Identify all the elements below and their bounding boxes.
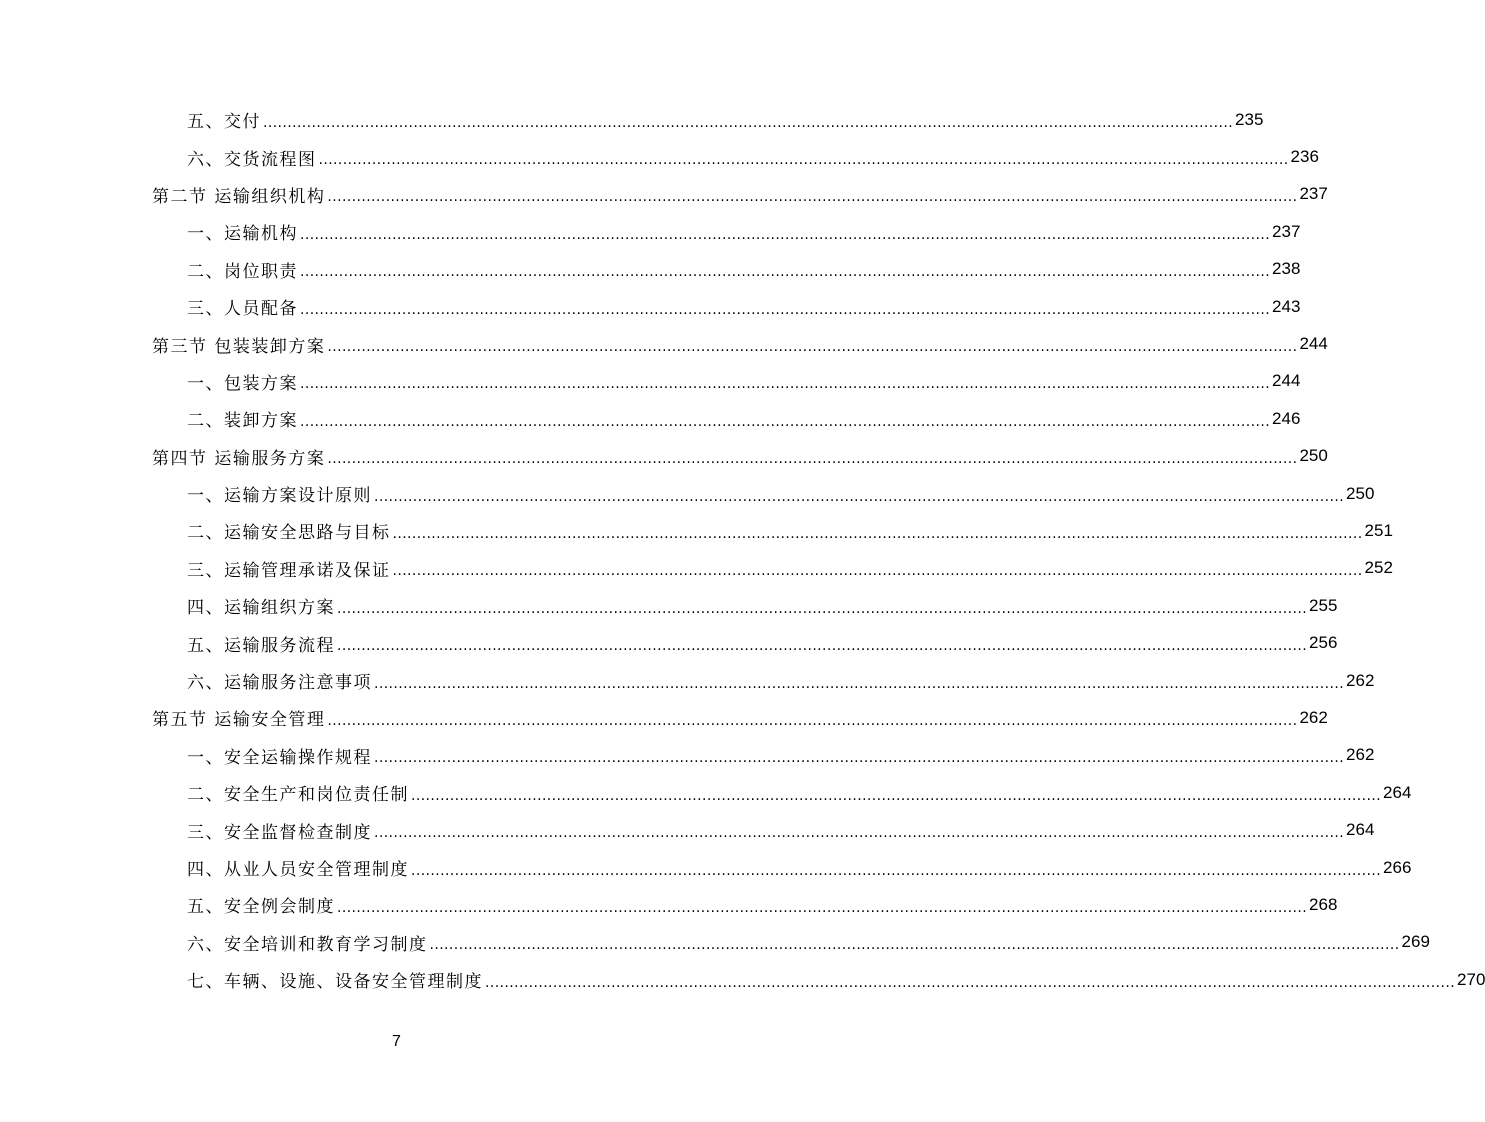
page-number: 7 — [392, 1033, 401, 1050]
dot-leader: ........................................................................................................................................................................................................ — [392, 525, 1363, 542]
toc-entry-title: 三、安全监督检查制度 — [187, 822, 372, 843]
dot-leader: ........................................................................................................................................................................................................ — [300, 413, 1271, 430]
dot-leader: ........................................................................................................................................................................................................ — [429, 937, 1400, 954]
dot-leader: ........................................................................................................................................................................................................ — [411, 862, 1382, 879]
toc-entry-title: 一、运输机构 — [187, 224, 298, 245]
toc-entry-title: 六、交货流程图 — [187, 149, 317, 170]
toc-entry-page: 236 — [1290, 147, 1319, 167]
toc-entry-page: 244 — [1272, 371, 1301, 391]
toc-entry-page: 243 — [1272, 296, 1301, 316]
toc-entry[interactable] — [0, 101, 1264, 138]
toc-entry-title: 五、安全例会制度 — [187, 897, 335, 918]
toc-entry[interactable] — [0, 475, 1375, 512]
toc-entry-page: 250 — [1299, 446, 1328, 466]
toc-entry-page: 244 — [1299, 334, 1328, 354]
toc-entry[interactable] — [0, 849, 1412, 886]
toc-entry-title: 一、运输方案设计原则 — [187, 486, 372, 507]
dot-leader: ........................................................................................................................................................................................................ — [374, 750, 1345, 767]
toc-entry-title: 四、从业人员安全管理制度 — [187, 860, 409, 880]
toc-entry-title: 三、运输管理承诺及保证 — [187, 560, 391, 581]
dot-leader: ........................................................................................................................................................................................................ — [327, 712, 1298, 729]
toc-entry[interactable] — [0, 774, 1412, 811]
toc-entry-title: 六、运输服务注意事项 — [187, 673, 372, 694]
table-of-contents — [0, 101, 1485, 998]
dot-leader: ........................................................................................................................................................................................................ — [327, 189, 1298, 206]
toc-entry-page: 246 — [1272, 408, 1301, 428]
toc-entry-title: 七、车辆、设施、设备安全管理制度 — [187, 972, 483, 993]
toc-entry-page: 268 — [1309, 894, 1338, 914]
toc-entry-page: 235 — [1235, 109, 1264, 129]
dot-leader: ........................................................................................................................................................................................................ — [263, 114, 1234, 131]
toc-entry-page: 270 — [1457, 969, 1485, 989]
toc-entry-title: 三、人员配备 — [187, 299, 298, 320]
toc-entry[interactable] — [0, 363, 1301, 400]
toc-entry-title: 二、安全生产和岗位责任制 — [187, 785, 409, 806]
toc-entry-page: 269 — [1401, 932, 1430, 952]
toc-entry[interactable] — [0, 288, 1301, 325]
dot-leader: ........................................................................................................................................................................................................ — [485, 974, 1456, 991]
toc-entry-title: 一、安全运输操作规程 — [187, 747, 372, 768]
toc-section-entry[interactable] — [0, 438, 1328, 475]
dot-leader: ........................................................................................................................................................................................................ — [337, 600, 1308, 617]
toc-entry-title: 一、包装方案 — [187, 373, 298, 394]
toc-entry[interactable] — [0, 737, 1375, 774]
dot-leader: ........................................................................................................................................................................................................ — [374, 825, 1345, 842]
toc-section-entry[interactable] — [0, 176, 1328, 213]
toc-entry-page: 256 — [1309, 633, 1338, 653]
toc-entry[interactable] — [0, 961, 1485, 998]
dot-leader: ........................................................................................................................................................................................................ — [300, 264, 1271, 281]
toc-entry[interactable] — [0, 624, 1338, 661]
toc-entry[interactable] — [0, 587, 1338, 624]
dot-leader: ........................................................................................................................................................................................................ — [327, 339, 1298, 356]
dot-leader: ........................................................................................................................................................................................................ — [318, 152, 1289, 169]
toc-entry[interactable] — [0, 811, 1375, 848]
dot-leader: ........................................................................................................................................................................................................ — [337, 899, 1308, 916]
dot-leader: ........................................................................................................................................................................................................ — [411, 787, 1382, 804]
toc-entry-page: 262 — [1346, 745, 1375, 765]
dot-leader: ........................................................................................................................................................................................................ — [327, 451, 1298, 468]
toc-section-entry[interactable] — [0, 699, 1328, 736]
dot-leader: ........................................................................................................................................................................................................ — [300, 226, 1271, 243]
dot-leader: ........................................................................................................................................................................................................ — [374, 675, 1345, 692]
toc-entry[interactable] — [0, 400, 1301, 437]
toc-entry-page: 255 — [1309, 595, 1338, 615]
toc-entry[interactable] — [0, 138, 1319, 175]
toc-entry-title: 二、装卸方案 — [187, 411, 298, 432]
toc-entry-page: 264 — [1383, 782, 1412, 802]
toc-entry-page: 252 — [1364, 558, 1393, 578]
toc-entry[interactable] — [0, 512, 1393, 549]
toc-entry-page: 266 — [1383, 857, 1412, 877]
dot-leader: ........................................................................................................................................................................................................ — [300, 301, 1271, 318]
toc-entry[interactable] — [0, 550, 1393, 587]
dot-leader: ........................................................................................................................................................................................................ — [392, 563, 1363, 580]
toc-entry[interactable] — [0, 662, 1375, 699]
toc-entry-title: 二、岗位职责 — [187, 261, 298, 282]
toc-entry-title: 六、安全培训和教育学习制度 — [187, 934, 428, 955]
toc-entry-page: 237 — [1272, 221, 1301, 241]
toc-entry-title: 五、运输服务流程 — [187, 635, 335, 656]
toc-entry-title: 第三节 包装装卸方案 — [152, 336, 326, 357]
toc-entry-page: 238 — [1272, 259, 1301, 279]
toc-entry-title: 五、交付 — [187, 112, 261, 133]
dot-leader: ........................................................................................................................................................................................................ — [337, 638, 1308, 655]
toc-entry-title: 四、运输组织方案 — [187, 598, 335, 619]
toc-entry-title: 二、运输安全思路与目标 — [187, 523, 391, 544]
toc-entry-page: 251 — [1364, 520, 1393, 540]
toc-entry-page: 262 — [1299, 707, 1328, 727]
toc-entry[interactable] — [0, 886, 1338, 923]
dot-leader: ........................................................................................................................................................................................................ — [374, 488, 1345, 505]
toc-entry[interactable] — [0, 251, 1301, 288]
toc-entry[interactable] — [0, 213, 1301, 250]
toc-entry-page: 262 — [1346, 670, 1375, 690]
toc-section-entry[interactable] — [0, 325, 1328, 362]
toc-entry-page: 264 — [1346, 820, 1375, 840]
toc-entry-title: 第四节 运输服务方案 — [152, 448, 326, 469]
dot-leader: ........................................................................................................................................................................................................ — [300, 376, 1271, 393]
toc-entry[interactable] — [0, 924, 1430, 961]
toc-entry-page: 250 — [1346, 483, 1375, 503]
toc-entry-title: 第五节 运输安全管理 — [152, 710, 326, 731]
toc-entry-page: 237 — [1299, 184, 1328, 204]
toc-entry-title: 第二节 运输组织机构 — [152, 186, 326, 207]
